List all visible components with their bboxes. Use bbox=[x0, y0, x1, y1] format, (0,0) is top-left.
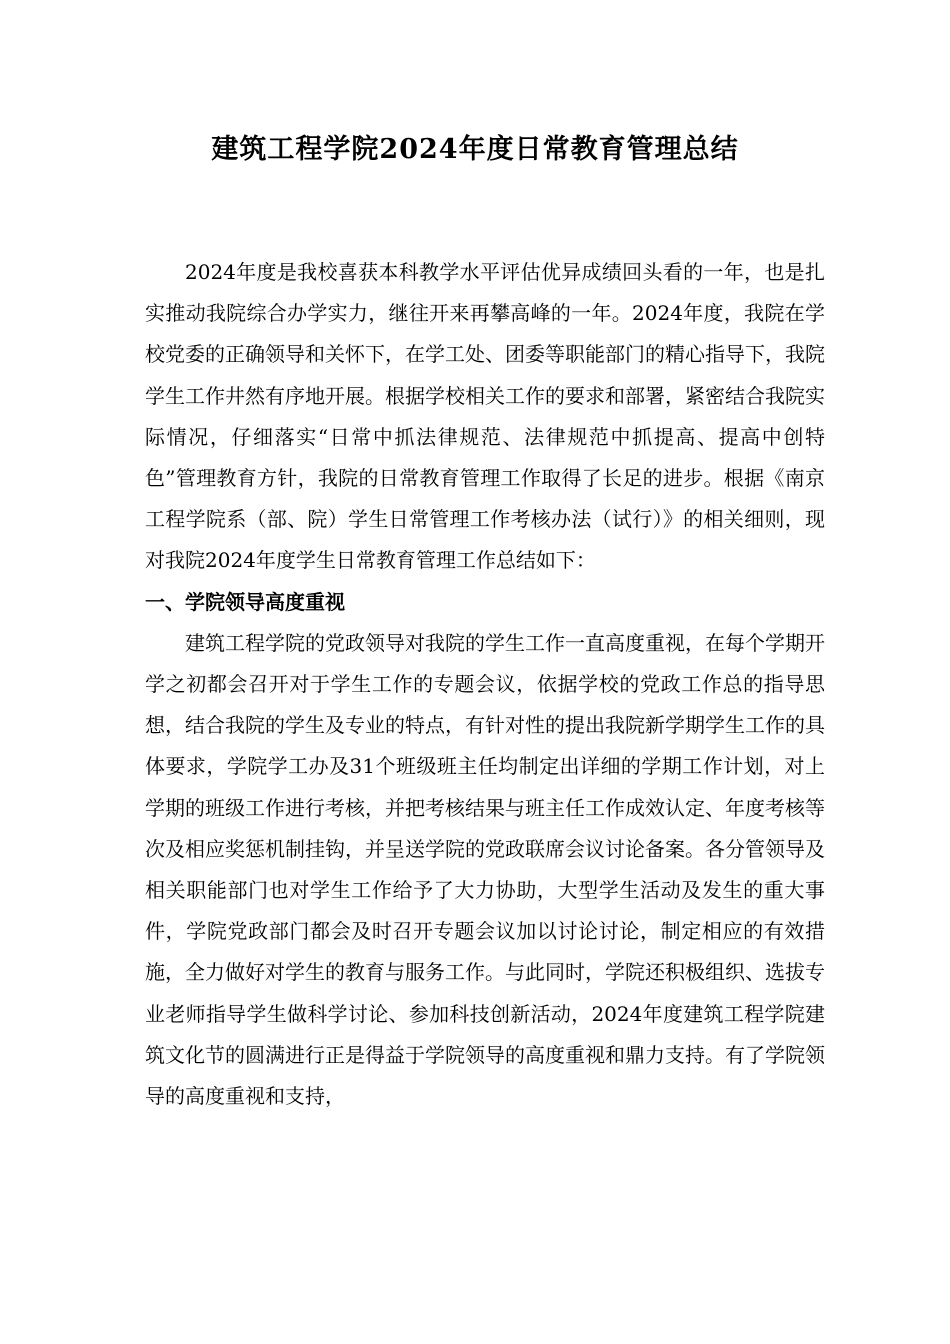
intro-paragraph: 2024年度是我校喜获本科教学水平评估优异成绩回头看的一年，也是扎实推动我院综合办学实力，继往开来再攀高峰的一年。2024年度，我院在学校党委的正确领导和关怀下，在学工处、团委等职能部门的精心指导下，我院学生工作井然有序地开展。根据学校相关工作的要求和部署，紧密结合我院实际情况，仔细落实“日常中抓法律规范、法律规范中抓提高、提高中创特色”管理教育方针，我院的日常教育管理工作取得了长足的进步。根据《南京工程学院系（部、院）学生日常管理工作考核办法（试行）》的相关细则，现对我院2024年度学生日常教育管理工作总结如下： bbox=[145, 260, 825, 573]
section-1-paragraph: 建筑工程学院的党政领导对我院的学生工作一直高度重视，在每个学期开学之初都会召开对于学生工作的专题会议，依据学校的党政工作总的指导思想，结合我院的学生及专业的特点，有针对性的提出我院新学期学生工作的具体要求，学院学工办及31个班级班主任均制定出详细的学期工作计划，对上学期的班级工作进行考核，并把考核结果与班主任工作成效认定、年度考核等次及相应奖惩机制挂钩，并呈送学院的党政联席会议讨论备案。各分管领导及相关职能部门也对学生工作给予了大力协助，大型学生活动及发生的重大事件，学院党政部门都会及时召开专题会议加以讨论讨论，制定相应的有效措施，全力做好对学生的教育与服务工作。与此同时，学院还积极组织、选拔专业老师指导学生做科学讨论、参加科技创新活动，2024年度建筑工程学院建筑文化节的圆满进行正是得益于学院领导的高度重视和鼎力支持。有了学院领导的高度重视和支持， bbox=[145, 630, 825, 1109]
document-body bbox=[145, 252, 825, 1117]
document-title: 建筑工程学院2024年度日常教育管理总结 bbox=[211, 134, 739, 165]
section-heading-1: 一、学院领导高度重视 bbox=[145, 589, 345, 614]
